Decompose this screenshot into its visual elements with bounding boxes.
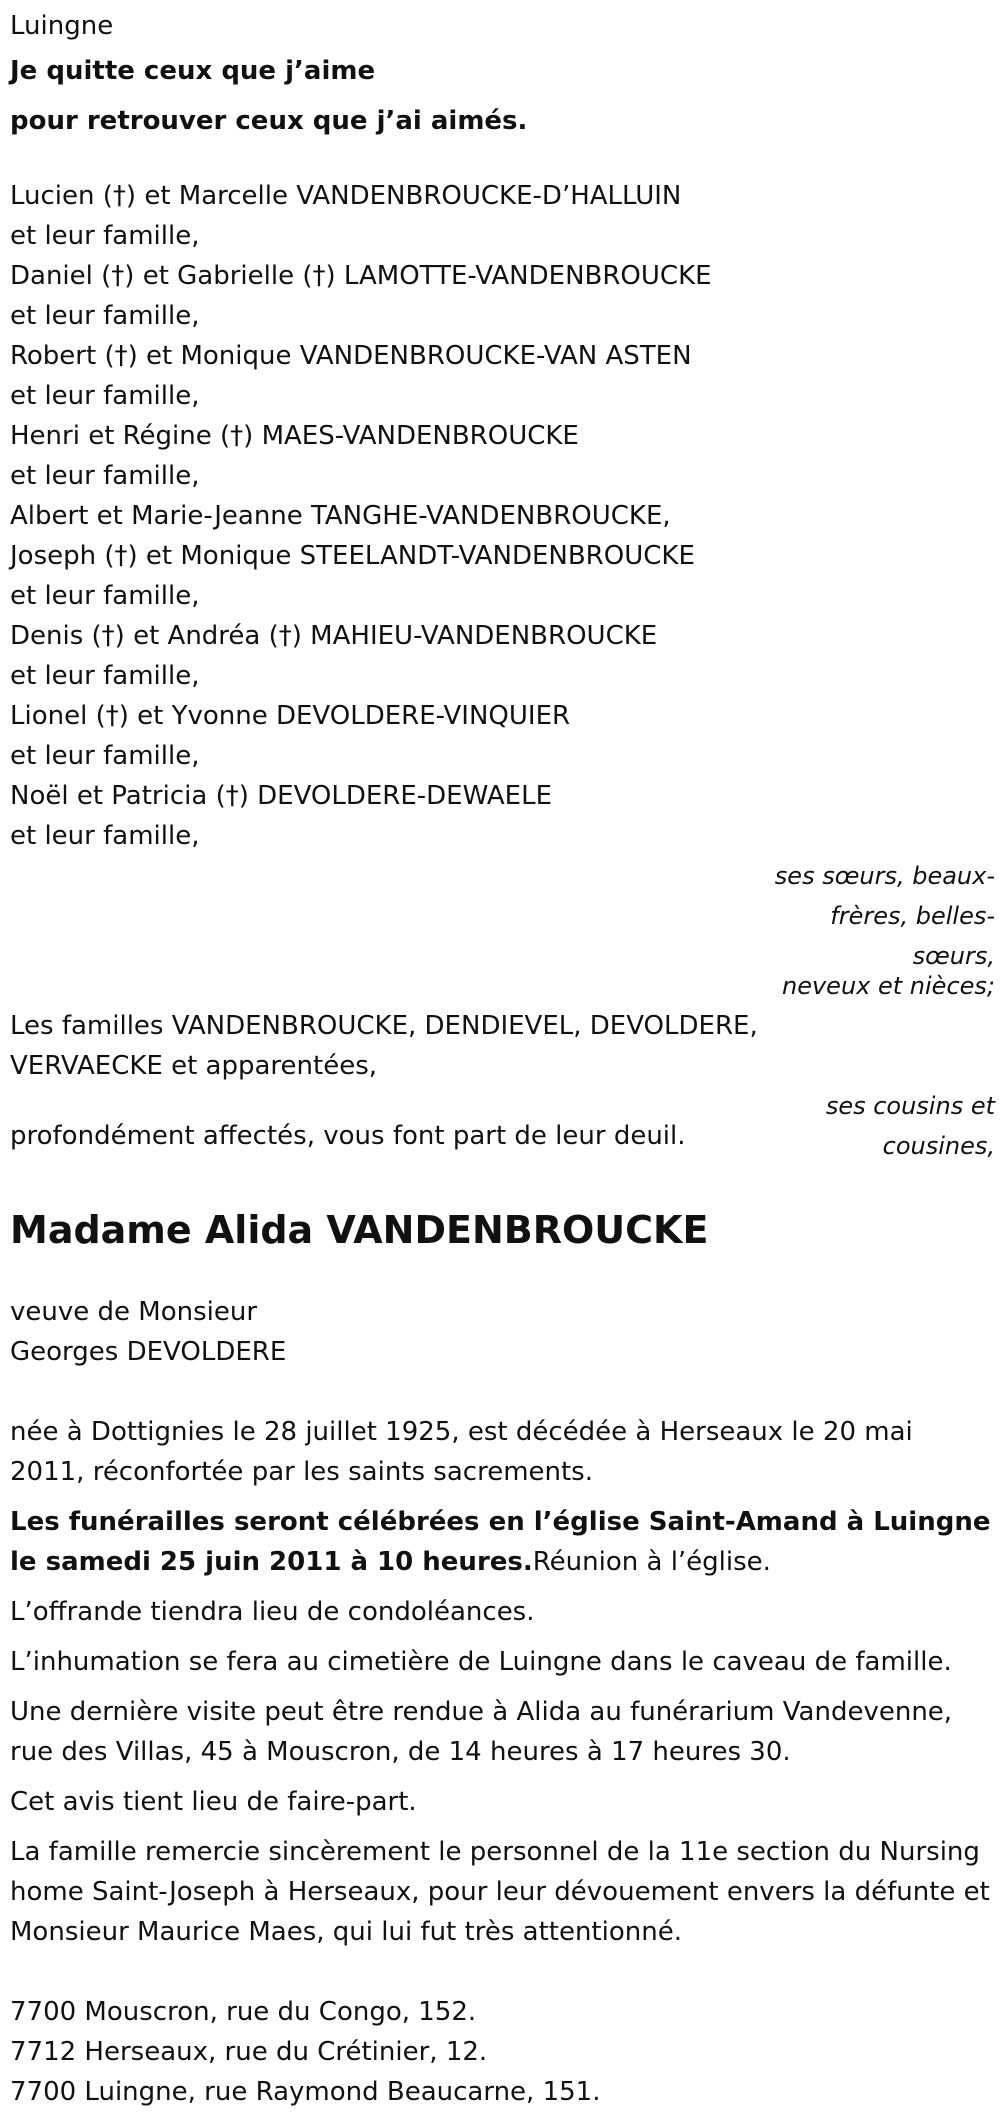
family-line: Lucien (†) et Marcelle VANDENBROUCKE-D’HALLUIN	[10, 181, 682, 211]
funeral-paragraph	[10, 1502, 995, 1582]
families-line: VERVAECKE et apparentées,	[10, 1051, 378, 1081]
obituary-notice	[10, 0, 995, 2112]
siblings-relation-block	[10, 856, 995, 1006]
address-line: 7700 Mouscron, rue du Congo, 152.	[10, 1997, 477, 2027]
relation-line: sœurs,	[912, 942, 995, 970]
address-line: 7700 Luingne, rue Raymond Beaucarne, 151.	[10, 2077, 601, 2107]
thanks-paragraph: La famille remercie sincèrement le personnel de la 11e section du Nursing home Saint-Joseph à Herseaux, pour leur dévouement envers la défunte et Monsieur Maurice Maes, qui lui fut très attentionné.	[10, 1837, 990, 1947]
relation-line: ses cousins et	[825, 1092, 995, 1120]
family-line: Joseph (†) et Monique STEELANDT-VANDENBROUCKE	[10, 541, 695, 571]
family-line: et leur famille,	[10, 741, 200, 771]
visit-paragraph: Une dernière visite peut être rendue à Alida au funérarium Vandevenne, rue des Villas, 45 à Mouscron, de 14 heures à 17 heures 30.	[10, 1697, 953, 1767]
offering-paragraph: L’offrande tiendra lieu de condoléances.	[10, 1597, 535, 1627]
families-line: Les familles VANDENBROUCKE, DENDIEVEL, DEVOLDERE,	[10, 1011, 758, 1041]
family-line: et leur famille,	[10, 381, 200, 411]
family-line: et leur famille,	[10, 581, 200, 611]
place-name: Luingne	[10, 11, 114, 41]
family-list	[10, 176, 995, 856]
family-line: Albert et Marie-Jeanne TANGHE-VANDENBROUCKE,	[10, 501, 671, 531]
epitaph-line: Je quitte ceux que j’aime	[10, 56, 376, 86]
notice-paragraph: Cet avis tient lieu de faire-part.	[10, 1787, 417, 1817]
relation-cousins	[765, 1086, 995, 1166]
family-line: et leur famille,	[10, 461, 200, 491]
burial-paragraph: L’inhumation se fera au cimetière de Luingne dans le caveau de famille.	[10, 1647, 952, 1677]
funeral-details: Les funérailles seront célébrées en l’église Saint-Amand à Luingne le samedi 25 juin 2011 à 10 heures.	[10, 1507, 991, 1577]
addresses	[10, 1992, 995, 2112]
family-line: Henri et Régine (†) MAES-VANDENBROUCKE	[10, 421, 579, 451]
widow-info	[10, 1292, 995, 1372]
family-line: Lionel (†) et Yvonne DEVOLDERE-VINQUIER	[10, 701, 571, 731]
family-line: et leur famille,	[10, 821, 200, 851]
birth-death-paragraph: née à Dottignies le 28 juillet 1925, est décédée à Herseaux le 20 mai 2011, réconfortée par les saints sacrements.	[10, 1417, 913, 1487]
relation-line: ses sœurs, beaux-	[774, 862, 995, 890]
epitaph-line: pour retrouver ceux que j’ai aimés.	[10, 106, 528, 136]
widow-line: Georges DEVOLDERE	[10, 1337, 287, 1367]
widow-line: veuve de Monsieur	[10, 1297, 258, 1327]
relation-nephews: neveux et nièces;	[782, 972, 995, 1000]
family-line: Daniel (†) et Gabrielle (†) LAMOTTE-VANDENBROUCKE	[10, 261, 712, 291]
family-line: et leur famille,	[10, 301, 200, 331]
relation-line: cousines,	[882, 1132, 995, 1160]
affected-line: profondément affectés, vous font part de leur deuil.	[10, 1121, 686, 1151]
deceased-name: Madame Alida VANDENBROUCKE	[10, 1208, 709, 1252]
family-line: Denis (†) et Andréa (†) MAHIEU-VANDENBROUCKE	[10, 621, 658, 651]
relation-siblings	[765, 856, 995, 976]
address-line: 7712 Herseaux, rue du Crétinier, 12.	[10, 2037, 488, 2067]
family-line: Robert (†) et Monique VANDENBROUCKE-VAN ASTEN	[10, 341, 692, 371]
funeral-reunion: Réunion à l’église.	[532, 1547, 771, 1577]
relation-line: frères, belles-	[830, 902, 995, 930]
family-line: et leur famille,	[10, 221, 200, 251]
family-line: Noël et Patricia (†) DEVOLDERE-DEWAELE	[10, 781, 553, 811]
family-line: et leur famille,	[10, 661, 200, 691]
families-block	[10, 1006, 995, 1166]
epitaph	[10, 46, 995, 146]
